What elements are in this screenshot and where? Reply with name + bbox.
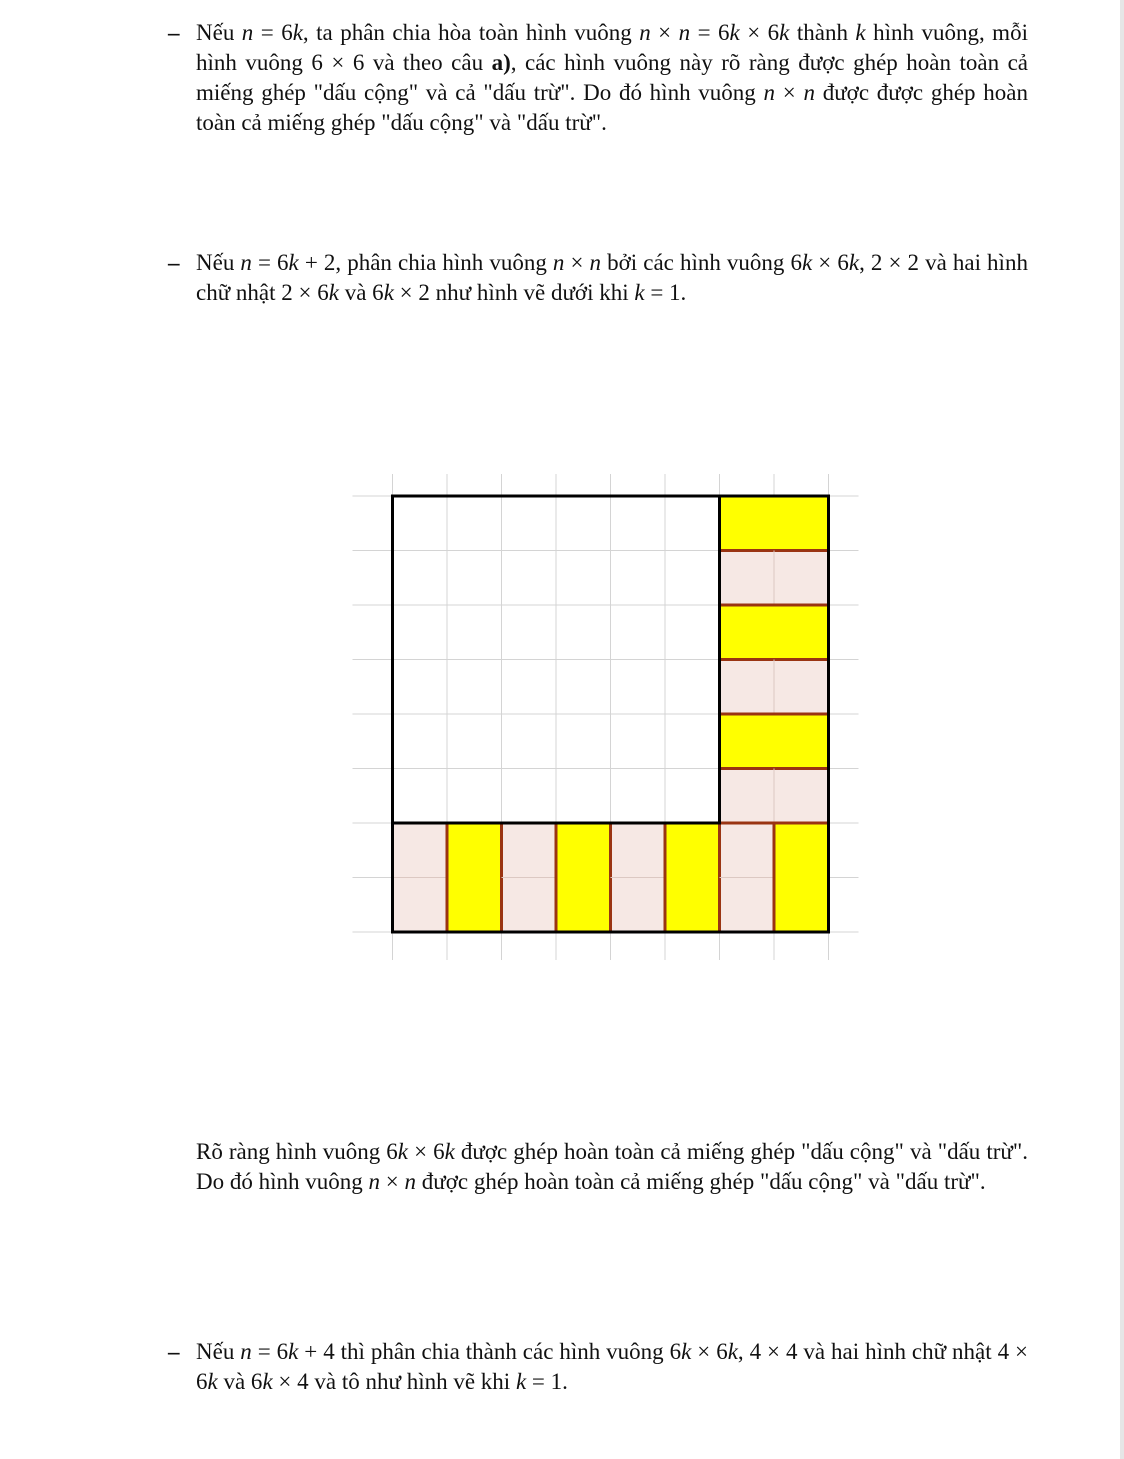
math-variable: k [262,1369,273,1394]
tile-yellow [774,823,829,932]
math-variable: k [383,280,394,305]
page-right-edge [1120,0,1124,1459]
math-variable: k [444,1139,455,1164]
math-variable: k [515,1369,527,1394]
tile-yellow [720,605,829,660]
paragraph-case-6k-plus-2: Nếu n = 6k + 2, phân chia hình vuông n × n bởi các hình vuông 6k × 6k, 2 × 2 và hai hình chữ nhật 2 × 6k và 6k × 2 như hình vẽ dưới khi k = 1. [196,250,1028,305]
math-variable: k [634,280,645,305]
math-variable: n [552,250,565,275]
math-variable: k [328,280,339,305]
paragraph-block-conclusion [168,1137,1028,1197]
tiling-figure [340,465,870,965]
math-variable: k [207,1369,218,1394]
bold-label: a) [491,50,511,75]
math-variable: n [763,80,776,105]
tile-yellow [447,823,502,932]
paragraph-conclusion: Rõ ràng hình vuông 6k × 6k được ghép hoàn toàn cả miếng ghép "dấu cộng" và "dấu trừ". Do đó hình vuông n × n được ghép hoàn toàn cả miếng ghép "dấu cộng" và "dấu trừ". [196,1139,1028,1194]
tile-yellow [556,823,611,932]
tile-yellow [665,823,720,932]
math-variable: n [240,1339,252,1364]
math-variable: k [779,20,790,45]
list-item-case-6k-plus-2 [168,248,1028,308]
math-variable: k [292,20,303,45]
math-variable: k [855,20,866,45]
list-item-case-6k-plus-4 [168,1337,1028,1397]
tile-yellow [720,714,829,769]
math-variable: n [240,250,252,275]
bullet-dash: – [168,250,180,275]
math-variable: k [397,1139,409,1164]
bullet-dash: – [168,20,180,45]
paragraph-case-6k: Nếu n = 6k, ta phân chia hòa toàn hình vuông n × n = 6k × 6k thành k hình vuông, mỗi hình vuông 6 × 6 và theo câu a), các hình vuông này rõ ràng được ghép hoàn toàn cả miếng ghép "dấu cộng" và cả "dấu trừ". Do đó hình vuông n × n được được ghép hoàn toàn cả miếng ghép "dấu cộng" và "dấu trừ". [196,20,1028,135]
math-variable: n [803,80,815,105]
math-variable: k [848,250,860,275]
tile-yellow [720,496,829,551]
math-variable: n [589,250,602,275]
bullet-dash: – [168,1339,180,1364]
math-variable: n [241,20,254,45]
math-variable: n [368,1169,380,1194]
math-variable: k [288,250,299,275]
math-variable: k [727,1339,738,1364]
math-variable: k [802,250,813,275]
list-item-case-6k [168,18,1028,138]
math-variable: k [681,1339,692,1364]
paragraph-case-6k-plus-4: Nếu n = 6k + 4 thì phân chia thành các hình vuông 6k × 6k, 4 × 4 và hai hình chữ nhật 4 × 6k và 6k × 4 và tô như hình vẽ khi k = 1. [196,1339,1028,1394]
math-variable: k [729,20,740,45]
math-variable: n [678,20,691,45]
math-variable: k [288,1339,299,1364]
math-variable: n [404,1169,416,1194]
math-variable: n [639,20,651,45]
